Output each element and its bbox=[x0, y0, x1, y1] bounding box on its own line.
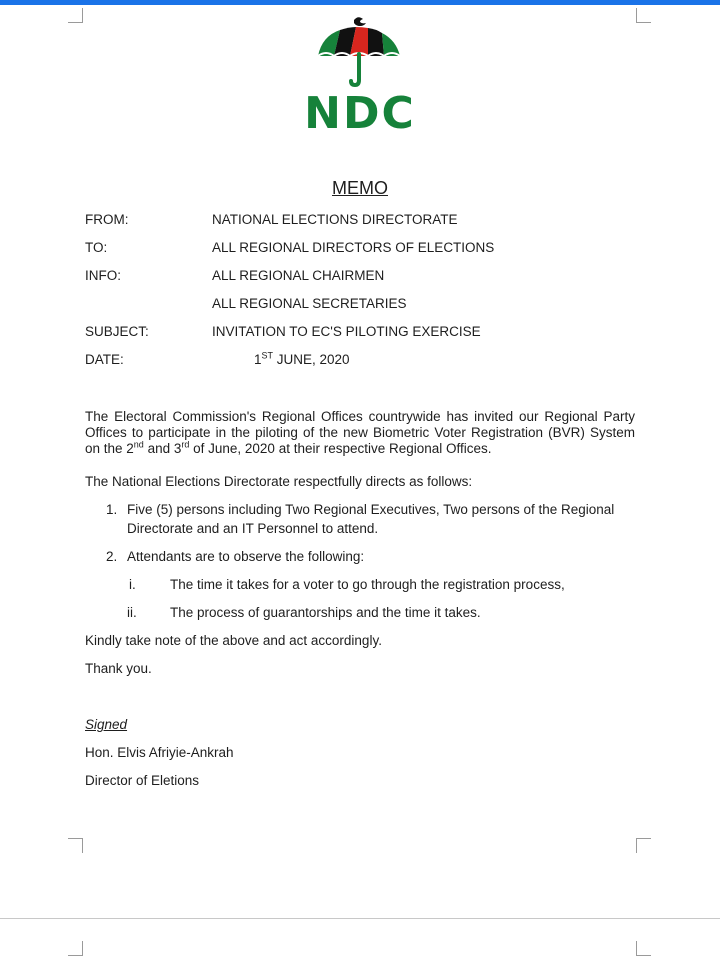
date-value: 1ST JUNE, 2020 bbox=[254, 350, 350, 367]
sub-item-ii-text: The process of guarantorships and the time it takes. bbox=[170, 605, 481, 620]
signatory-title: Director of Eletions bbox=[85, 773, 200, 788]
intro-paragraph: The Electoral Commission's Regional Offices countrywide has invited our Regional Party Offices to participate in the piloting of the new Biometric Voter Registration (BVR) System on the 2nd and 3rd of June, 2020 at their respective Regional Offices. bbox=[85, 409, 635, 456]
from-label: FROM: bbox=[85, 212, 129, 227]
sub-item-ii-number: ii. bbox=[127, 605, 137, 620]
page-break-divider bbox=[0, 918, 720, 919]
list-item-1-line-1: Five (5) persons including Two Regional Executives, Two persons of the Regional bbox=[127, 502, 615, 517]
signed-label: Signed bbox=[85, 717, 128, 732]
crop-mark-bottom-right bbox=[636, 838, 651, 853]
list-item-1-line-2: Directorate and an IT Personnel to attend. bbox=[127, 521, 379, 536]
signatory-name: Hon. Elvis Afriyie-Ankrah bbox=[85, 745, 234, 760]
list-item-1-number: 1. bbox=[106, 502, 118, 517]
sub-item-i-number: i. bbox=[129, 577, 136, 592]
info-label: INFO: bbox=[85, 268, 121, 283]
crop-mark-next-page-right bbox=[636, 941, 651, 956]
sub-item-i-text: The time it takes for a voter to go through the registration process, bbox=[170, 577, 565, 592]
info-value-chairmen: ALL REGIONAL CHAIRMEN bbox=[212, 268, 385, 283]
list-item-2-text: Attendants are to observe the following: bbox=[127, 549, 365, 564]
subject-value: INVITATION TO EC'S PILOTING EXERCISE bbox=[212, 324, 481, 339]
crop-mark-top-left bbox=[68, 8, 83, 23]
thank-you: Thank you. bbox=[85, 661, 152, 676]
to-value: ALL REGIONAL DIRECTORS OF ELECTIONS bbox=[212, 240, 495, 255]
crop-mark-bottom-left bbox=[68, 838, 83, 853]
to-label: TO: bbox=[85, 240, 108, 255]
crop-mark-next-page-left bbox=[68, 941, 83, 956]
crop-mark-top-right bbox=[636, 8, 651, 23]
ndc-logo-text: NDC bbox=[304, 88, 416, 139]
info-value-secretaries: ALL REGIONAL SECRETARIES bbox=[212, 296, 407, 311]
date-label: DATE: bbox=[85, 352, 124, 367]
subject-label: SUBJECT: bbox=[85, 324, 149, 339]
memo-title: MEMO bbox=[332, 178, 388, 198]
directs-statement: The National Elections Directorate respectfully directs as follows: bbox=[85, 474, 473, 489]
closing-instruction: Kindly take note of the above and act accordingly. bbox=[85, 633, 382, 648]
list-item-2-number: 2. bbox=[106, 549, 118, 564]
from-value: NATIONAL ELECTIONS DIRECTORATE bbox=[212, 212, 458, 227]
top-accent-bar bbox=[0, 0, 720, 5]
ndc-umbrella-logo-icon bbox=[314, 14, 404, 90]
